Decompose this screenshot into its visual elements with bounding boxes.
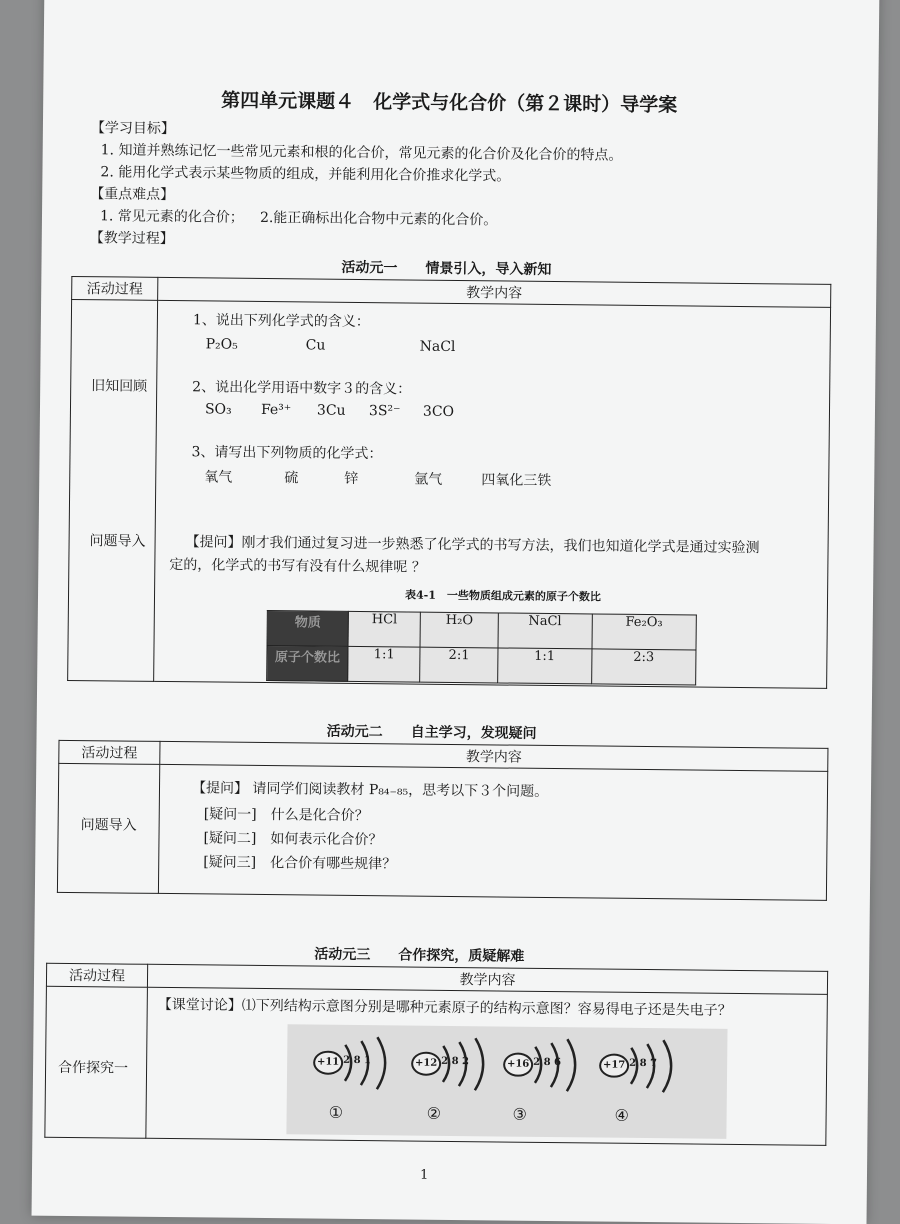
key-point-1: 1. 常见元素的化合价； [99, 208, 244, 226]
question-item: [疑问三] 化合价有哪些规律？ [203, 854, 397, 873]
prompt-line-2: 定的，化学式的书写有没有什么规律呢 ？ [169, 557, 426, 576]
ratio-cell: 1:1 [497, 648, 591, 684]
atom-label: ③ [512, 1104, 528, 1124]
ratio-header-cell: 原子个数比 [267, 646, 348, 682]
q1-item: NaCl [419, 338, 456, 355]
page-number: 1 [419, 1167, 429, 1183]
q3-item: 四氧化三铁 [481, 472, 552, 489]
q3-item: 氩气 [414, 471, 443, 488]
question-item: [疑问一] 什么是化合价？ [203, 806, 369, 825]
activity-3-table [44, 963, 828, 1146]
q1-item: P₂O₅ [205, 336, 238, 353]
ratio-cell: 2:1 [420, 647, 498, 683]
prompt-line-1: 【提问】刚才我们通过复习进一步熟悉了化学式的书写方法，我们也知道化学式是通过实验测 [185, 534, 760, 557]
activity-2-title: 活动元二 自主学习，发现疑问 [326, 723, 537, 742]
q2-item: 3Cu [316, 402, 346, 419]
ratio-cell: HCl [348, 611, 421, 647]
q2-item: 3CO [422, 403, 455, 420]
atom-structure-4: +17 2 8 7 [593, 1035, 686, 1096]
q1-item: Cu [305, 337, 326, 354]
col-process-header: 活动过程 [59, 740, 160, 764]
atom-label: ① [328, 1102, 344, 1122]
key-point-2: 2.能正确标出化合物中元素的化合价。 [259, 209, 498, 229]
process-heading: 【教学过程】 [89, 230, 174, 248]
ratio-cell: NaCl [498, 613, 592, 649]
q2-item: SO₃ [204, 401, 232, 418]
atom-structure-1: +11 2 8 1 [307, 1032, 400, 1093]
ratio-cell: Fe₂O₃ [592, 614, 697, 650]
q3-item: 锌 [344, 470, 359, 487]
atom-label: ④ [614, 1105, 630, 1125]
key-heading: 【重点难点】 [90, 186, 175, 204]
discussion-prompt: 【课堂讨论】⑴下列结构示意图分别是哪种元素原子的结构示意图？容易得电子还是失电子？ [157, 996, 732, 1019]
goal-2: 2. 能用化学式表示某些物质的组成，并能利用化合价推求化学式。 [100, 164, 511, 185]
q2-item: 3S²⁻ [368, 403, 401, 420]
table-caption: 表4-1 一些物质组成元素的原子个数比 [404, 588, 601, 604]
atom-label: ② [426, 1103, 442, 1123]
ratio-cell: 2:3 [591, 649, 696, 685]
q3-item: 硫 [284, 470, 299, 487]
col-content-header: 教学内容 [158, 277, 831, 307]
activity-1-table [67, 276, 831, 689]
prompt-read: 【提问】 请同学们阅读教材 P₈₄₋₈₅，思考以下３个问题。 [191, 780, 549, 800]
col-process-header: 活动过程 [46, 963, 147, 987]
label-intro: 问题导入 [89, 533, 146, 550]
ratio-cell: H₂O [420, 612, 498, 648]
atom-structure-3: +16 2 8 6 [497, 1034, 590, 1095]
label-review: 旧知回顾 [91, 378, 148, 395]
label-intro-2: 问题导入 [80, 817, 137, 834]
activity-2-table [57, 740, 829, 901]
goals-heading: 【学习目标】 [90, 120, 176, 138]
ratio-header-cell: 物质 [267, 611, 348, 647]
q2-item: Fe³⁺ [260, 401, 292, 419]
goal-1: 1. 知道并熟练记忆一些常见元素和根的化合价，常见元素的化合价及化合价的特点。 [100, 142, 623, 164]
page-title: 第四单元课题４ 化学式与化合价（第２课时）导学案 [221, 89, 678, 117]
activity-3-title: 活动元三 合作探究，质疑解难 [314, 946, 525, 965]
question-1: 1、说出下列化学式的含义： [192, 312, 370, 331]
worksheet-page [32, 0, 880, 1224]
ratio-table [266, 610, 697, 685]
col-process-header: 活动过程 [72, 276, 158, 300]
question-item: [疑问二] 如何表示化合价？ [203, 830, 383, 849]
col-content-header: 教学内容 [160, 741, 828, 771]
ratio-cell: 1:1 [348, 646, 421, 682]
q3-item: 氧气 [204, 469, 233, 486]
question-3: 3、请写出下列物质的化学式： [191, 444, 383, 463]
atom-diagram-panel [286, 1024, 727, 1139]
question-2: 2、说出化学用语中数字３的含义： [192, 379, 412, 398]
col-content-header: 教学内容 [147, 964, 827, 994]
atom-structure-2: +12 2 8 2 [405, 1033, 498, 1094]
label-explore: 合作探究一 [57, 1059, 129, 1077]
activity-1-title: 活动元一 情景引入，导入新知 [341, 259, 552, 278]
